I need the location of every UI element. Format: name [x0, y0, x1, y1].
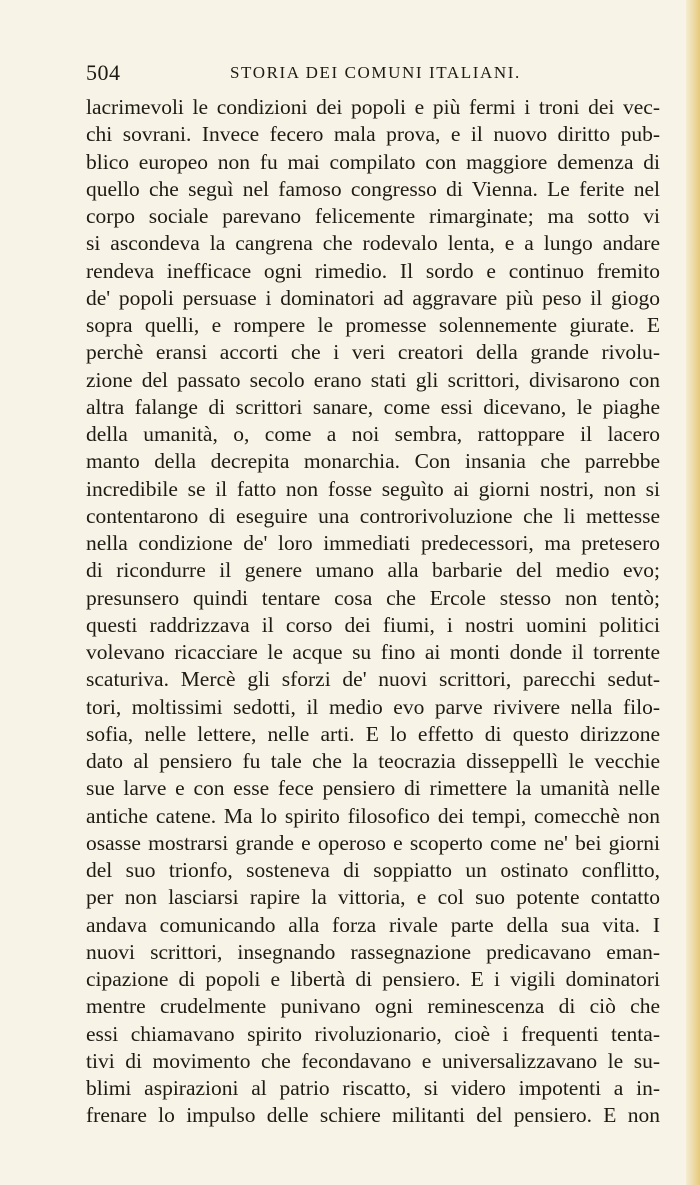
page-number: 504	[86, 60, 121, 85]
text-line: nella condizione de' loro immediati predecessori, ma pretesero	[86, 531, 660, 555]
text-line: sopra quelli, e rompere le promesse solennemente giurate. E	[86, 313, 660, 337]
page-header	[86, 60, 662, 88]
text-line: presunsero quindi tentare cosa che Ercole stesso non tentò;	[86, 585, 660, 610]
body-text	[86, 94, 660, 1130]
text-line: osasse mostrarsi grande e operoso e scoperto come ne' bei giorni	[86, 830, 660, 855]
text-line: sofia, nelle lettere, nelle arti. E lo effetto di questo dirizzone	[86, 721, 660, 746]
text-line: dato al pensiero fu tale che la teocrazia disseppellì le vecchie	[86, 749, 660, 773]
text-line: della umanità, o, come a noi sembra, rattoppare il lacero	[86, 422, 660, 446]
text-line: si ascondeva la cangrena che rodevalo lenta, e a lungo andare	[86, 231, 660, 256]
text-line: questi raddrizzava il corso dei fiumi, i nostri uomini politici	[86, 612, 660, 637]
text-line: mentre crudelmente punivano ogni reminescenza di ciò che	[86, 994, 660, 1019]
text-line: cipazione di popoli e libertà di pensiero. E i vigili dominatori	[86, 967, 660, 991]
text-line: blimi aspirazioni al patrio riscatto, si videro impotenti a in-	[86, 1076, 660, 1100]
running-title: STORIA DEI COMUNI ITALIANI.	[230, 63, 521, 82]
text-line: blico europeo non fu mai compilato con maggiore demenza di	[86, 149, 660, 174]
text-line: lacrimevoli le condizioni dei popoli e più fermi i troni dei vec-	[86, 95, 660, 119]
text-line: altra falange di scrittori sanare, come essi dicevano, le piaghe	[86, 394, 660, 419]
text-line: zione del passato secolo erano stati gli scrittori, divisarono con	[86, 367, 660, 392]
text-line: essi chiamavano spirito rivoluzionario, cioè i frequenti tenta-	[86, 1021, 660, 1046]
text-line: tori, moltissimi sedotti, il medio evo parve rivivere nella filo-	[86, 694, 660, 719]
text-line: sue larve e con esse fece pensiero di rimettere la umanità nelle	[86, 776, 660, 801]
text-line: del suo trionfo, sosteneva di soppiatto un ostinato conflitto,	[86, 858, 660, 882]
text-line: antiche catene. Ma lo spirito filosofico dei tempi, comecchè non	[86, 803, 660, 828]
text-line: incredibile se il fatto non fosse seguìto ai giorni nostri, non si	[86, 476, 660, 501]
text-line: corpo sociale parevano felicemente rimarginate; ma sotto vi	[86, 204, 660, 228]
text-line: contentarono di eseguire una controrivoluzione che li mettesse	[86, 503, 660, 528]
page-edge	[686, 0, 700, 1185]
text-line: perchè eransi accorti che i veri creatori della grande rivolu-	[86, 340, 660, 365]
text-line: nuovi scrittori, insegnando rassegnazione predicavano eman-	[86, 939, 660, 964]
text-line: tivi di movimento che fecondavano e universalizzavano le su-	[86, 1048, 660, 1073]
text-line: andava comunicando alla forza rivale parte della sua vita. I	[86, 912, 660, 937]
text-line: scaturiva. Mercè gli sforzi de' nuovi scrittori, parecchi sedut-	[86, 667, 660, 692]
text-line: volevano ricacciare le acque su fino ai monti donde il torrente	[86, 640, 660, 664]
text-line: quello che seguì nel famoso congresso di Vienna. Le ferite nel	[86, 176, 660, 201]
text-line: di ricondurre il genere umano alla barbarie del medio evo;	[86, 558, 660, 583]
text-line: per non lasciarsi rapire la vittoria, e col suo potente contatto	[86, 885, 660, 910]
text-line: chi sovrani. Invece fecero mala prova, e il nuovo diritto pub-	[86, 122, 660, 147]
text-line: manto della decrepita monarchia. Con insania che parrebbe	[86, 449, 660, 474]
text-line: frenare lo impulso delle schiere militanti del pensiero. E non	[86, 1103, 660, 1128]
text-line: rendeva inefficace ogni rimedio. Il sordo e continuo fremito	[86, 258, 660, 283]
text-line: de' popoli persuase i dominatori ad aggravare più peso il giogo	[86, 285, 660, 310]
